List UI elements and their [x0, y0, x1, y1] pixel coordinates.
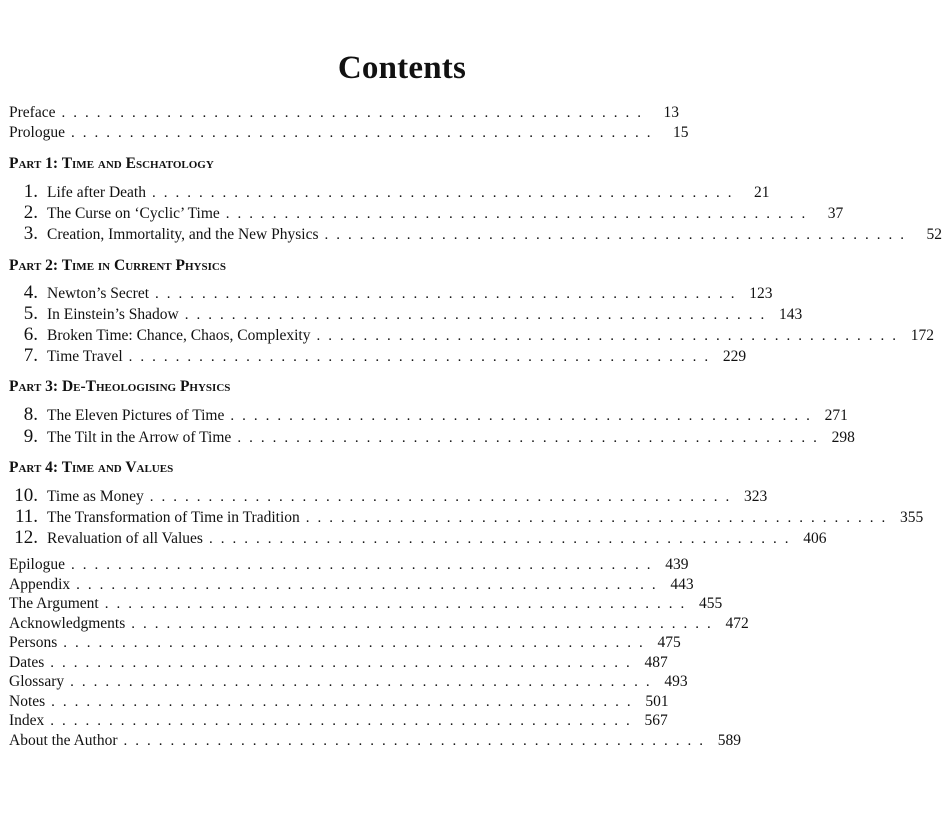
- toc-entry-page: 406: [803, 530, 827, 547]
- dot-leader: ..................................................: [104, 596, 693, 612]
- toc-entry-chapter[interactable]: [9, 404, 848, 425]
- toc-entry-page: 493: [664, 673, 688, 690]
- toc-entry-page: 323: [744, 488, 768, 505]
- dot-leader: ..................................................: [149, 489, 738, 505]
- dot-leader: ..................................................: [131, 616, 719, 632]
- dot-leader: ..................................................: [70, 125, 659, 141]
- chapter-number: 12.: [14, 527, 38, 548]
- toc-entry-chapter[interactable]: [9, 506, 924, 527]
- toc-entry-page: 52: [926, 226, 942, 243]
- toc-entry-dates[interactable]: [9, 653, 668, 673]
- toc-entry-page: 271: [824, 407, 848, 424]
- dot-leader: ..................................................: [316, 328, 904, 344]
- toc-entry-chapter[interactable]: [9, 324, 934, 345]
- chapter-number: 10.: [14, 485, 38, 506]
- toc-entry-label: The Transformation of Time in Tradition: [47, 509, 300, 526]
- toc-entry-chapter[interactable]: [9, 282, 773, 303]
- toc-entry-label: Time Travel: [47, 348, 123, 365]
- toc-entry-acknowledgments[interactable]: [9, 614, 749, 634]
- dot-leader: ..................................................: [208, 531, 797, 547]
- toc-entry-page: 455: [698, 595, 723, 612]
- toc-entry-label: Glossary: [9, 673, 65, 690]
- dot-leader: ..................................................: [50, 713, 638, 729]
- part-heading-3: Part 3: De-Theologising Physics: [9, 378, 231, 395]
- toc-entry-chapter[interactable]: [9, 303, 803, 324]
- dot-leader: ..................................................: [151, 185, 740, 201]
- toc-entry-appendix[interactable]: [9, 575, 694, 595]
- part-heading-2: Part 2: Time in Current Physics: [9, 257, 226, 274]
- toc-entry-page: 487: [644, 654, 668, 671]
- toc-entry-persons[interactable]: [9, 633, 681, 653]
- toc-entry-page: 37: [827, 205, 844, 222]
- chapter-number: 2.: [23, 202, 38, 223]
- toc-entry-epilogue[interactable]: [9, 555, 689, 575]
- toc-entry-chapter[interactable]: [9, 202, 844, 223]
- toc-entry-page: 501: [645, 693, 669, 710]
- toc-entry-page: 475: [657, 634, 681, 651]
- toc-entry-page: 13: [663, 104, 679, 121]
- dot-leader: ..................................................: [128, 349, 717, 365]
- dot-leader: ..................................................: [225, 206, 814, 222]
- chapter-number: 9.: [23, 426, 38, 447]
- toc-entry-label: Broken Time: Chance, Chaos, Complexity: [47, 327, 311, 344]
- chapter-number: 6.: [23, 324, 38, 345]
- page-title: Contents: [337, 50, 466, 86]
- toc-entry-page: 439: [665, 556, 689, 573]
- toc-entry-chapter[interactable]: [9, 485, 768, 506]
- dot-leader: ..................................................: [61, 105, 649, 121]
- toc-entry-label: In Einstein’s Shadow: [47, 306, 179, 323]
- part-heading-4: Part 4: Time and Values: [9, 459, 174, 476]
- dot-leader: ..................................................: [123, 733, 711, 749]
- toc-entry-page: 443: [670, 576, 694, 593]
- dot-leader: ..................................................: [184, 307, 773, 323]
- toc-entry-the-argument[interactable]: [9, 594, 723, 614]
- dot-leader: ..................................................: [70, 557, 659, 573]
- toc-entry-about-the-author[interactable]: [9, 731, 741, 751]
- toc-entry-page: 143: [779, 306, 803, 323]
- toc-entry-label: Acknowledgments: [9, 615, 126, 632]
- toc-entry-page: 15: [672, 124, 689, 141]
- toc-entry-label: Prologue: [9, 124, 65, 141]
- dot-leader: ..................................................: [305, 510, 894, 526]
- toc-entry-label: Revaluation of all Values: [47, 530, 203, 547]
- toc-entry-label: Epilogue: [9, 556, 65, 573]
- toc-entry-label: Preface: [9, 104, 56, 121]
- dot-leader: ..................................................: [76, 577, 664, 593]
- chapter-number: 3.: [23, 223, 38, 244]
- toc-entry-label: Appendix: [9, 576, 71, 593]
- toc-entry-label: The Curse on ‘Cyclic’ Time: [47, 205, 220, 222]
- dot-leader: ..................................................: [63, 635, 651, 651]
- toc-entry-chapter[interactable]: [9, 426, 855, 447]
- dot-leader: ..................................................: [51, 694, 639, 710]
- toc-entry-glossary[interactable]: [9, 672, 688, 692]
- toc-entry-page: 172: [910, 327, 934, 344]
- toc-entry-preface[interactable]: [9, 103, 679, 123]
- toc-entry-label: Newton’s Secret: [47, 285, 150, 302]
- toc-entry-label: Creation, Immortality, and the New Physics: [47, 226, 319, 243]
- dot-leader: ..................................................: [50, 655, 638, 671]
- toc-entry-label: Notes: [9, 693, 46, 710]
- chapter-number: 5.: [23, 303, 38, 324]
- dot-leader: ..................................................: [237, 430, 825, 446]
- toc-entry-notes[interactable]: [9, 692, 669, 712]
- toc-entry-page: 472: [725, 615, 749, 632]
- toc-entry-page: 567: [644, 712, 668, 729]
- toc-entry-label: Time as Money: [47, 488, 144, 505]
- toc-entry-label: The Eleven Pictures of Time: [47, 407, 225, 424]
- toc-entry-chapter[interactable]: [9, 345, 747, 366]
- toc-entry-label: About the Author: [9, 732, 118, 749]
- toc-entry-page: 355: [900, 509, 924, 526]
- toc-entry-chapter[interactable]: [9, 181, 770, 202]
- dot-leader: ..................................................: [324, 227, 912, 243]
- toc-entry-prologue[interactable]: [9, 123, 689, 143]
- toc-entry-label: Dates: [9, 654, 45, 671]
- toc-entry-chapter[interactable]: [9, 223, 942, 244]
- part-heading-1: Part 1: Time and Eschatology: [9, 155, 214, 172]
- dot-leader: ..................................................: [70, 674, 658, 690]
- dot-leader: ..................................................: [230, 408, 818, 424]
- chapter-number: 7.: [23, 345, 38, 366]
- toc-entry-page: 298: [831, 429, 855, 446]
- toc-entry-page: 229: [722, 348, 747, 365]
- toc-entry-page: 123: [749, 285, 773, 302]
- toc-entry-page: 589: [717, 732, 741, 749]
- toc-entry-label: Life after Death: [47, 184, 146, 201]
- chapter-number: 1.: [23, 181, 38, 202]
- toc-entry-label: Index: [9, 712, 45, 729]
- chapter-number: 11.: [14, 506, 38, 527]
- toc-entry-index[interactable]: [9, 711, 668, 731]
- toc-entry-label: Persons: [9, 634, 58, 651]
- toc-entry-page: 21: [753, 184, 770, 201]
- chapter-number: 4.: [23, 282, 38, 303]
- chapter-number: 8.: [23, 404, 38, 425]
- toc-entry-chapter[interactable]: [9, 527, 827, 548]
- toc-entry-label: The Tilt in the Arrow of Time: [47, 429, 232, 446]
- dot-leader: ..................................................: [155, 286, 743, 302]
- toc-entry-label: The Argument: [9, 595, 99, 612]
